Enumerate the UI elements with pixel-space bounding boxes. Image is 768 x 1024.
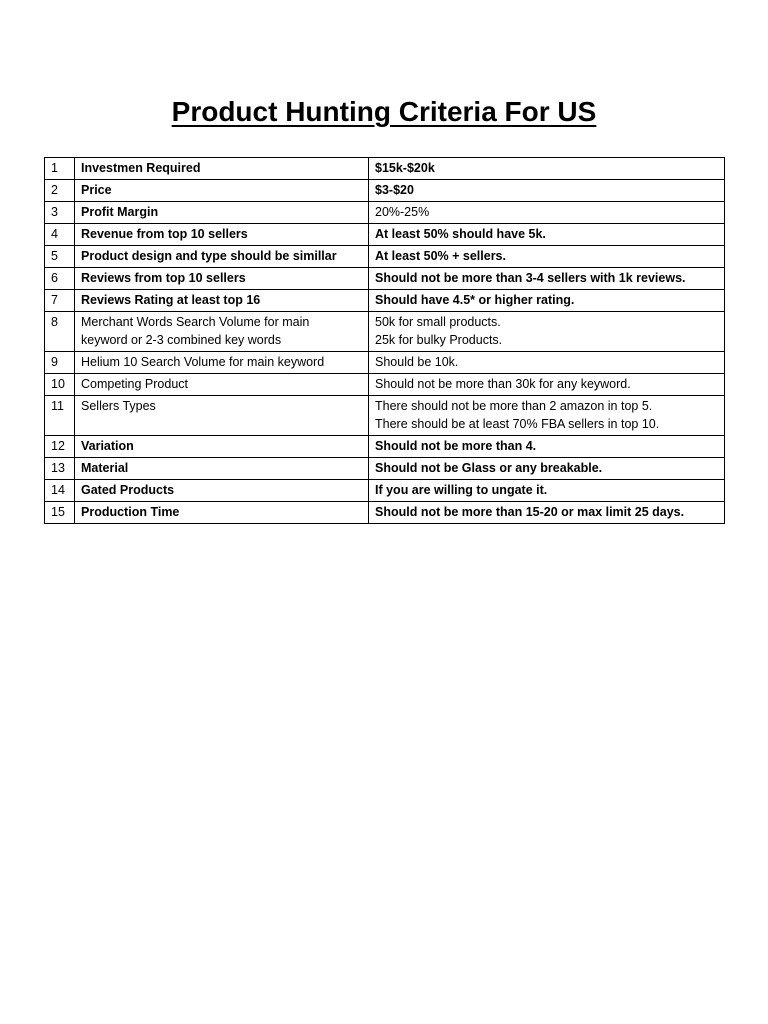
criterion-text: Helium 10 Search Volume for main keyword: [81, 355, 325, 369]
criteria-table-body: [45, 158, 725, 524]
table-row: [45, 312, 725, 352]
requirement-cell: [369, 290, 725, 312]
table-row: [45, 202, 725, 224]
requirement-text: Should not be more than 3-4 sellers with 1k reviews.: [375, 271, 686, 285]
criterion-cell: [75, 352, 369, 374]
table-row: [45, 158, 725, 180]
requirement-cell: [369, 224, 725, 246]
criterion-text: Product design and type should be simillar: [81, 249, 337, 263]
table-row: [45, 458, 725, 480]
row-number: 12: [45, 436, 75, 458]
requirement-text: Should not be Glass or any breakable.: [375, 461, 603, 475]
criterion-cell: [75, 202, 369, 224]
requirement-cell: [369, 480, 725, 502]
criterion-text: Sellers Types: [81, 399, 156, 413]
criterion-text: Gated Products: [81, 483, 175, 497]
criterion-cell: [75, 246, 369, 268]
criterion-cell: [75, 158, 369, 180]
criterion-text: Reviews from top 10 sellers: [81, 271, 246, 285]
requirement-text: Should not be more than 15-20 or max limit 25 days.: [375, 505, 685, 519]
criterion-cell: [75, 312, 369, 352]
row-number: 2: [45, 180, 75, 202]
criterion-cell: [75, 224, 369, 246]
requirement-cell: [369, 502, 725, 524]
criterion-text: Merchant Words Search Volume for main: [81, 315, 310, 329]
requirement-cell: [369, 158, 725, 180]
criterion-cell: [75, 396, 369, 436]
row-number: 5: [45, 246, 75, 268]
requirement-cell: [369, 312, 725, 352]
criterion-cell: [75, 290, 369, 312]
requirement-text: 20%-25%: [375, 205, 430, 219]
requirement-text: Should have 4.5* or higher rating.: [375, 293, 575, 307]
table-row: [45, 436, 725, 458]
requirement-cell: [369, 374, 725, 396]
row-number: 6: [45, 268, 75, 290]
row-number: 1: [45, 158, 75, 180]
requirement-text: Should be 10k.: [375, 355, 459, 369]
requirement-cell: [369, 202, 725, 224]
table-row: [45, 224, 725, 246]
row-number: 14: [45, 480, 75, 502]
row-number: 7: [45, 290, 75, 312]
requirement-cell: [369, 396, 725, 436]
row-number: 10: [45, 374, 75, 396]
requirement-text: There should be at least 70% FBA sellers in top 10.: [375, 417, 660, 431]
criterion-cell: [75, 374, 369, 396]
table-row: [45, 290, 725, 312]
table-row: [45, 480, 725, 502]
criterion-text: Competing Product: [81, 377, 189, 391]
criterion-text: Price: [81, 183, 112, 197]
requirement-cell: [369, 458, 725, 480]
criterion-text: Reviews Rating at least top 16: [81, 293, 261, 307]
requirement-text: $15k-$20k: [375, 161, 435, 175]
table-row: [45, 502, 725, 524]
criterion-cell: [75, 268, 369, 290]
requirement-text: If you are willing to ungate it.: [375, 483, 548, 497]
criterion-text: Profit Margin: [81, 205, 159, 219]
requirement-text: At least 50% + sellers.: [375, 249, 506, 263]
criterion-text: Production Time: [81, 505, 180, 519]
requirement-text: 25k for bulky Products.: [375, 333, 503, 347]
page-title: Product Hunting Criteria For US: [171, 96, 597, 127]
table-row: [45, 268, 725, 290]
table-row: [45, 352, 725, 374]
criterion-cell: [75, 502, 369, 524]
criterion-text: Revenue from top 10 sellers: [81, 227, 248, 241]
criterion-text: Variation: [81, 439, 134, 453]
criterion-text: Material: [81, 461, 129, 475]
requirement-cell: [369, 180, 725, 202]
requirement-text: At least 50% should have 5k.: [375, 227, 546, 241]
criterion-cell: [75, 458, 369, 480]
row-number: 15: [45, 502, 75, 524]
row-number: 9: [45, 352, 75, 374]
criterion-text: keyword or 2-3 combined key words: [81, 333, 282, 347]
criterion-cell: [75, 436, 369, 458]
table-row: [45, 180, 725, 202]
criterion-cell: [75, 480, 369, 502]
requirement-text: Should not be more than 4.: [375, 439, 537, 453]
table-row: [45, 396, 725, 436]
requirement-cell: [369, 246, 725, 268]
requirement-cell: [369, 268, 725, 290]
requirement-text: 50k for small products.: [375, 315, 501, 329]
table-row: [45, 246, 725, 268]
row-number: 11: [45, 396, 75, 436]
requirement-cell: [369, 352, 725, 374]
requirement-text: There should not be more than 2 amazon in top 5.: [375, 399, 653, 413]
requirement-text: Should not be more than 30k for any keyword.: [375, 377, 631, 391]
row-number: 4: [45, 224, 75, 246]
criterion-text: Investmen Required: [81, 161, 201, 175]
table-row: [45, 374, 725, 396]
requirement-cell: [369, 436, 725, 458]
criteria-table: [44, 157, 725, 524]
row-number: 13: [45, 458, 75, 480]
criterion-cell: [75, 180, 369, 202]
row-number: 8: [45, 312, 75, 352]
requirement-text: $3-$20: [375, 183, 414, 197]
row-number: 3: [45, 202, 75, 224]
